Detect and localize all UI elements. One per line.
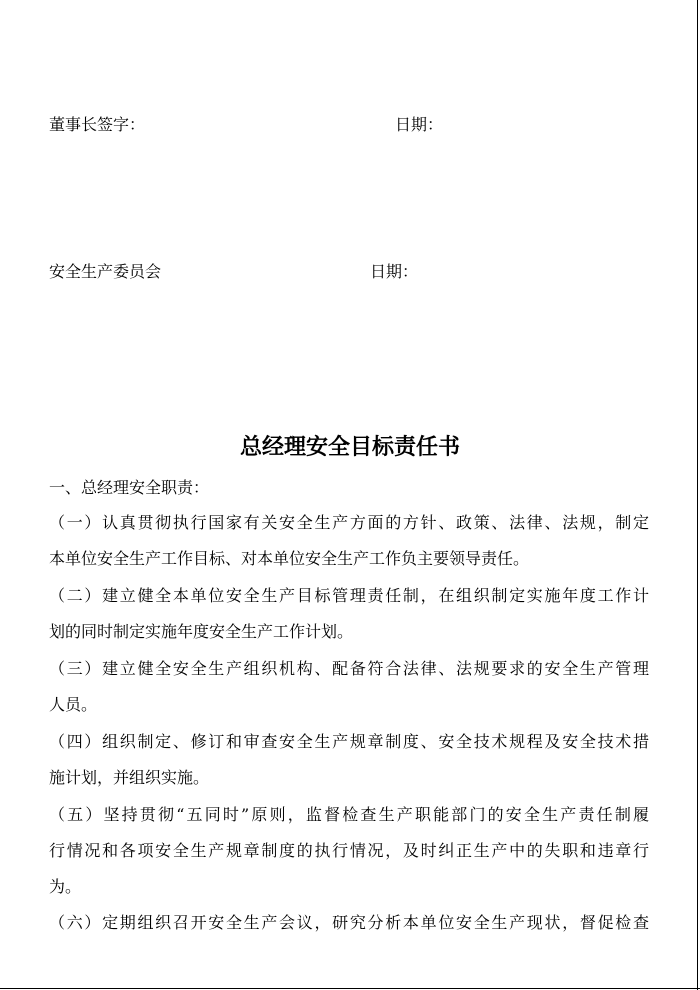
paragraph-line: （五）坚持贯彻“五同时”原则，监督检查生产职能部门的安全生产责任制履 (49, 805, 649, 824)
document-title: 总经理安全目标责任书 (239, 435, 460, 460)
paragraph-line: （一）认真贯彻执行国家有关安全生产方面的方针、政策、法律、法规，制定 (49, 513, 649, 532)
paragraph-4 (49, 724, 649, 796)
page-bottom-border (0, 988, 700, 989)
chairman-date-label: 日期： (395, 115, 444, 134)
committee-date-label: 日期： (370, 262, 419, 281)
paragraph-line: （二）建立健全本单位安全生产目标管理责任制，在组织制定实施年度工作计 (49, 586, 649, 605)
paragraph-line: （四）组织制定、修订和审查安全生产规章制度、安全技术规程及安全技术措 (49, 732, 649, 751)
section-heading: 一、总经理安全职责： (49, 478, 210, 497)
paragraph-line: 划的同时制定实施年度安全生产工作计划。 (49, 622, 354, 641)
paragraph-2 (49, 578, 649, 650)
committee-signature-label: 安全生产委员会 (49, 262, 162, 281)
paragraph-line: （三）建立健全安全生产组织机构、配备符合法律、法规要求的安全生产管理 (49, 659, 649, 678)
paragraph-line: （六）定期组织召开安全生产会议，研究分析本单位安全生产现状，督促检查 (49, 913, 649, 932)
chairman-signature-label: 董事长签字： (49, 115, 146, 134)
paragraph-line: 为。 (49, 877, 82, 896)
paragraph-5 (49, 797, 649, 905)
paragraph-line: 人员。 (49, 695, 98, 714)
paragraph-line: 本单位安全生产工作目标、对本单位安全生产工作负主要领导责任。 (49, 549, 530, 568)
paragraph-6 (49, 905, 649, 941)
paragraph-line: 行情况和各项安全生产规章制度的执行情况，及时纠正生产中的失职和违章行 (49, 841, 649, 860)
paragraph-3 (49, 651, 649, 723)
paragraph-1 (49, 505, 649, 577)
page-right-border (697, 0, 698, 990)
paragraph-line: 施计划，并组织实施。 (49, 768, 210, 787)
